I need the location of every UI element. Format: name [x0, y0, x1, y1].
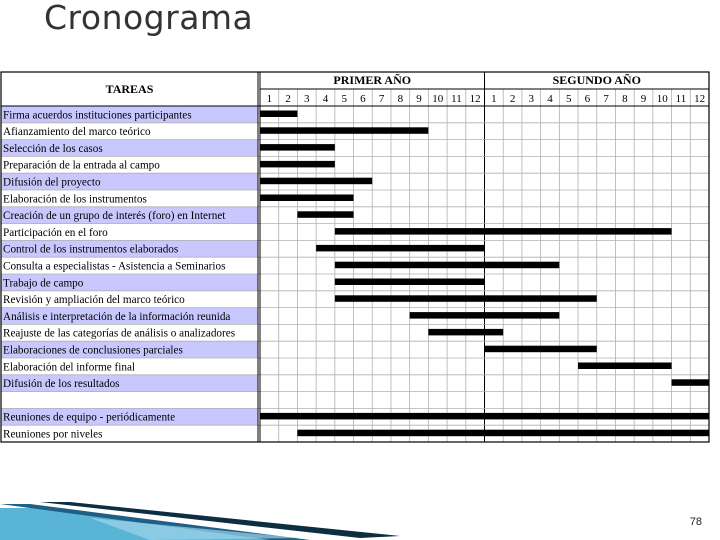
task-label: Participación en el foro [3, 226, 108, 239]
month-label: 3 [528, 93, 535, 105]
task-label: Creación de un grupo de interés (foro) en Internet [3, 210, 226, 223]
task-bar [335, 295, 597, 302]
month-label: 9 [640, 93, 647, 105]
month-label: 5 [341, 93, 347, 105]
task-bar [260, 161, 335, 168]
task-bar [672, 379, 709, 386]
task-bar [335, 279, 485, 286]
month-label: 11 [451, 93, 462, 105]
month-label: 5 [565, 93, 572, 105]
slide-title: Cronograma [44, 0, 254, 37]
task-label: Elaboración de los instrumentos [3, 193, 147, 206]
task-label: Trabajo de campo [3, 277, 84, 290]
task-bar [485, 346, 597, 353]
task-label: Reajuste de las categorías de análisis o analizadores [3, 327, 236, 340]
month-label: 8 [622, 93, 628, 105]
page-number: 78 [689, 516, 702, 528]
month-label: 9 [416, 93, 422, 105]
task-bar [260, 195, 354, 202]
task-bar [260, 144, 335, 151]
month-label: 7 [603, 93, 609, 105]
period-header: PRIMER AÑO [333, 73, 412, 87]
task-bar [260, 178, 372, 185]
month-label: 1 [266, 93, 273, 105]
task-label: Afianzamiento del marco teórico [3, 126, 151, 139]
task-bar [297, 430, 709, 437]
task-bar [428, 329, 503, 336]
month-label: 2 [285, 93, 291, 105]
month-label: 12 [694, 93, 706, 105]
task-bar [316, 245, 484, 252]
task-label: Reuniones de equipo - periódicamente [3, 411, 176, 424]
task-label: Elaboraciones de conclusiones parciales [3, 344, 183, 357]
month-label: 10 [656, 93, 668, 105]
period-header: SEGUNDO AÑO [552, 73, 641, 87]
month-label: 8 [397, 93, 404, 105]
month-label: 3 [304, 93, 310, 105]
task-label: Análisis e interpretación de la información reunida [3, 310, 231, 323]
task-bar [260, 111, 297, 118]
tasks-header: TAREAS [105, 82, 154, 96]
month-label: 6 [360, 93, 366, 105]
task-label: Control de los instrumentos elaborados [3, 243, 179, 256]
task-label: Revisión y ampliación del marco teórico [3, 294, 185, 307]
month-label: 4 [547, 93, 553, 105]
month-label: 4 [322, 93, 329, 105]
task-label: Consulta a especialistas - Asistencia a Seminarios [3, 260, 226, 273]
task-label: Selección de los casos [3, 142, 103, 155]
task-label: Difusión de los resultados [3, 378, 120, 391]
task-label: Difusión del proyecto [3, 176, 101, 189]
month-label: 10 [432, 93, 444, 105]
task-label: Elaboración del informe final [3, 361, 136, 374]
month-label: 2 [509, 93, 516, 105]
month-label: 11 [675, 93, 687, 105]
month-label: 1 [491, 93, 497, 105]
task-label: Preparación de la entrada al campo [3, 159, 160, 172]
task-bar [335, 228, 672, 235]
task-bar [260, 127, 428, 134]
task-label: Reuniones por niveles [3, 428, 103, 441]
task-bar [260, 413, 709, 420]
task-bar [297, 211, 353, 218]
month-label: 7 [378, 93, 385, 105]
task-bar [410, 312, 560, 319]
month-label: 12 [469, 93, 481, 105]
task-bar [335, 262, 560, 269]
task-bar [578, 363, 672, 370]
task-label: Firma acuerdos instituciones participantes [3, 109, 192, 122]
decorative-swoosh [0, 450, 420, 540]
month-label: 6 [584, 93, 591, 105]
